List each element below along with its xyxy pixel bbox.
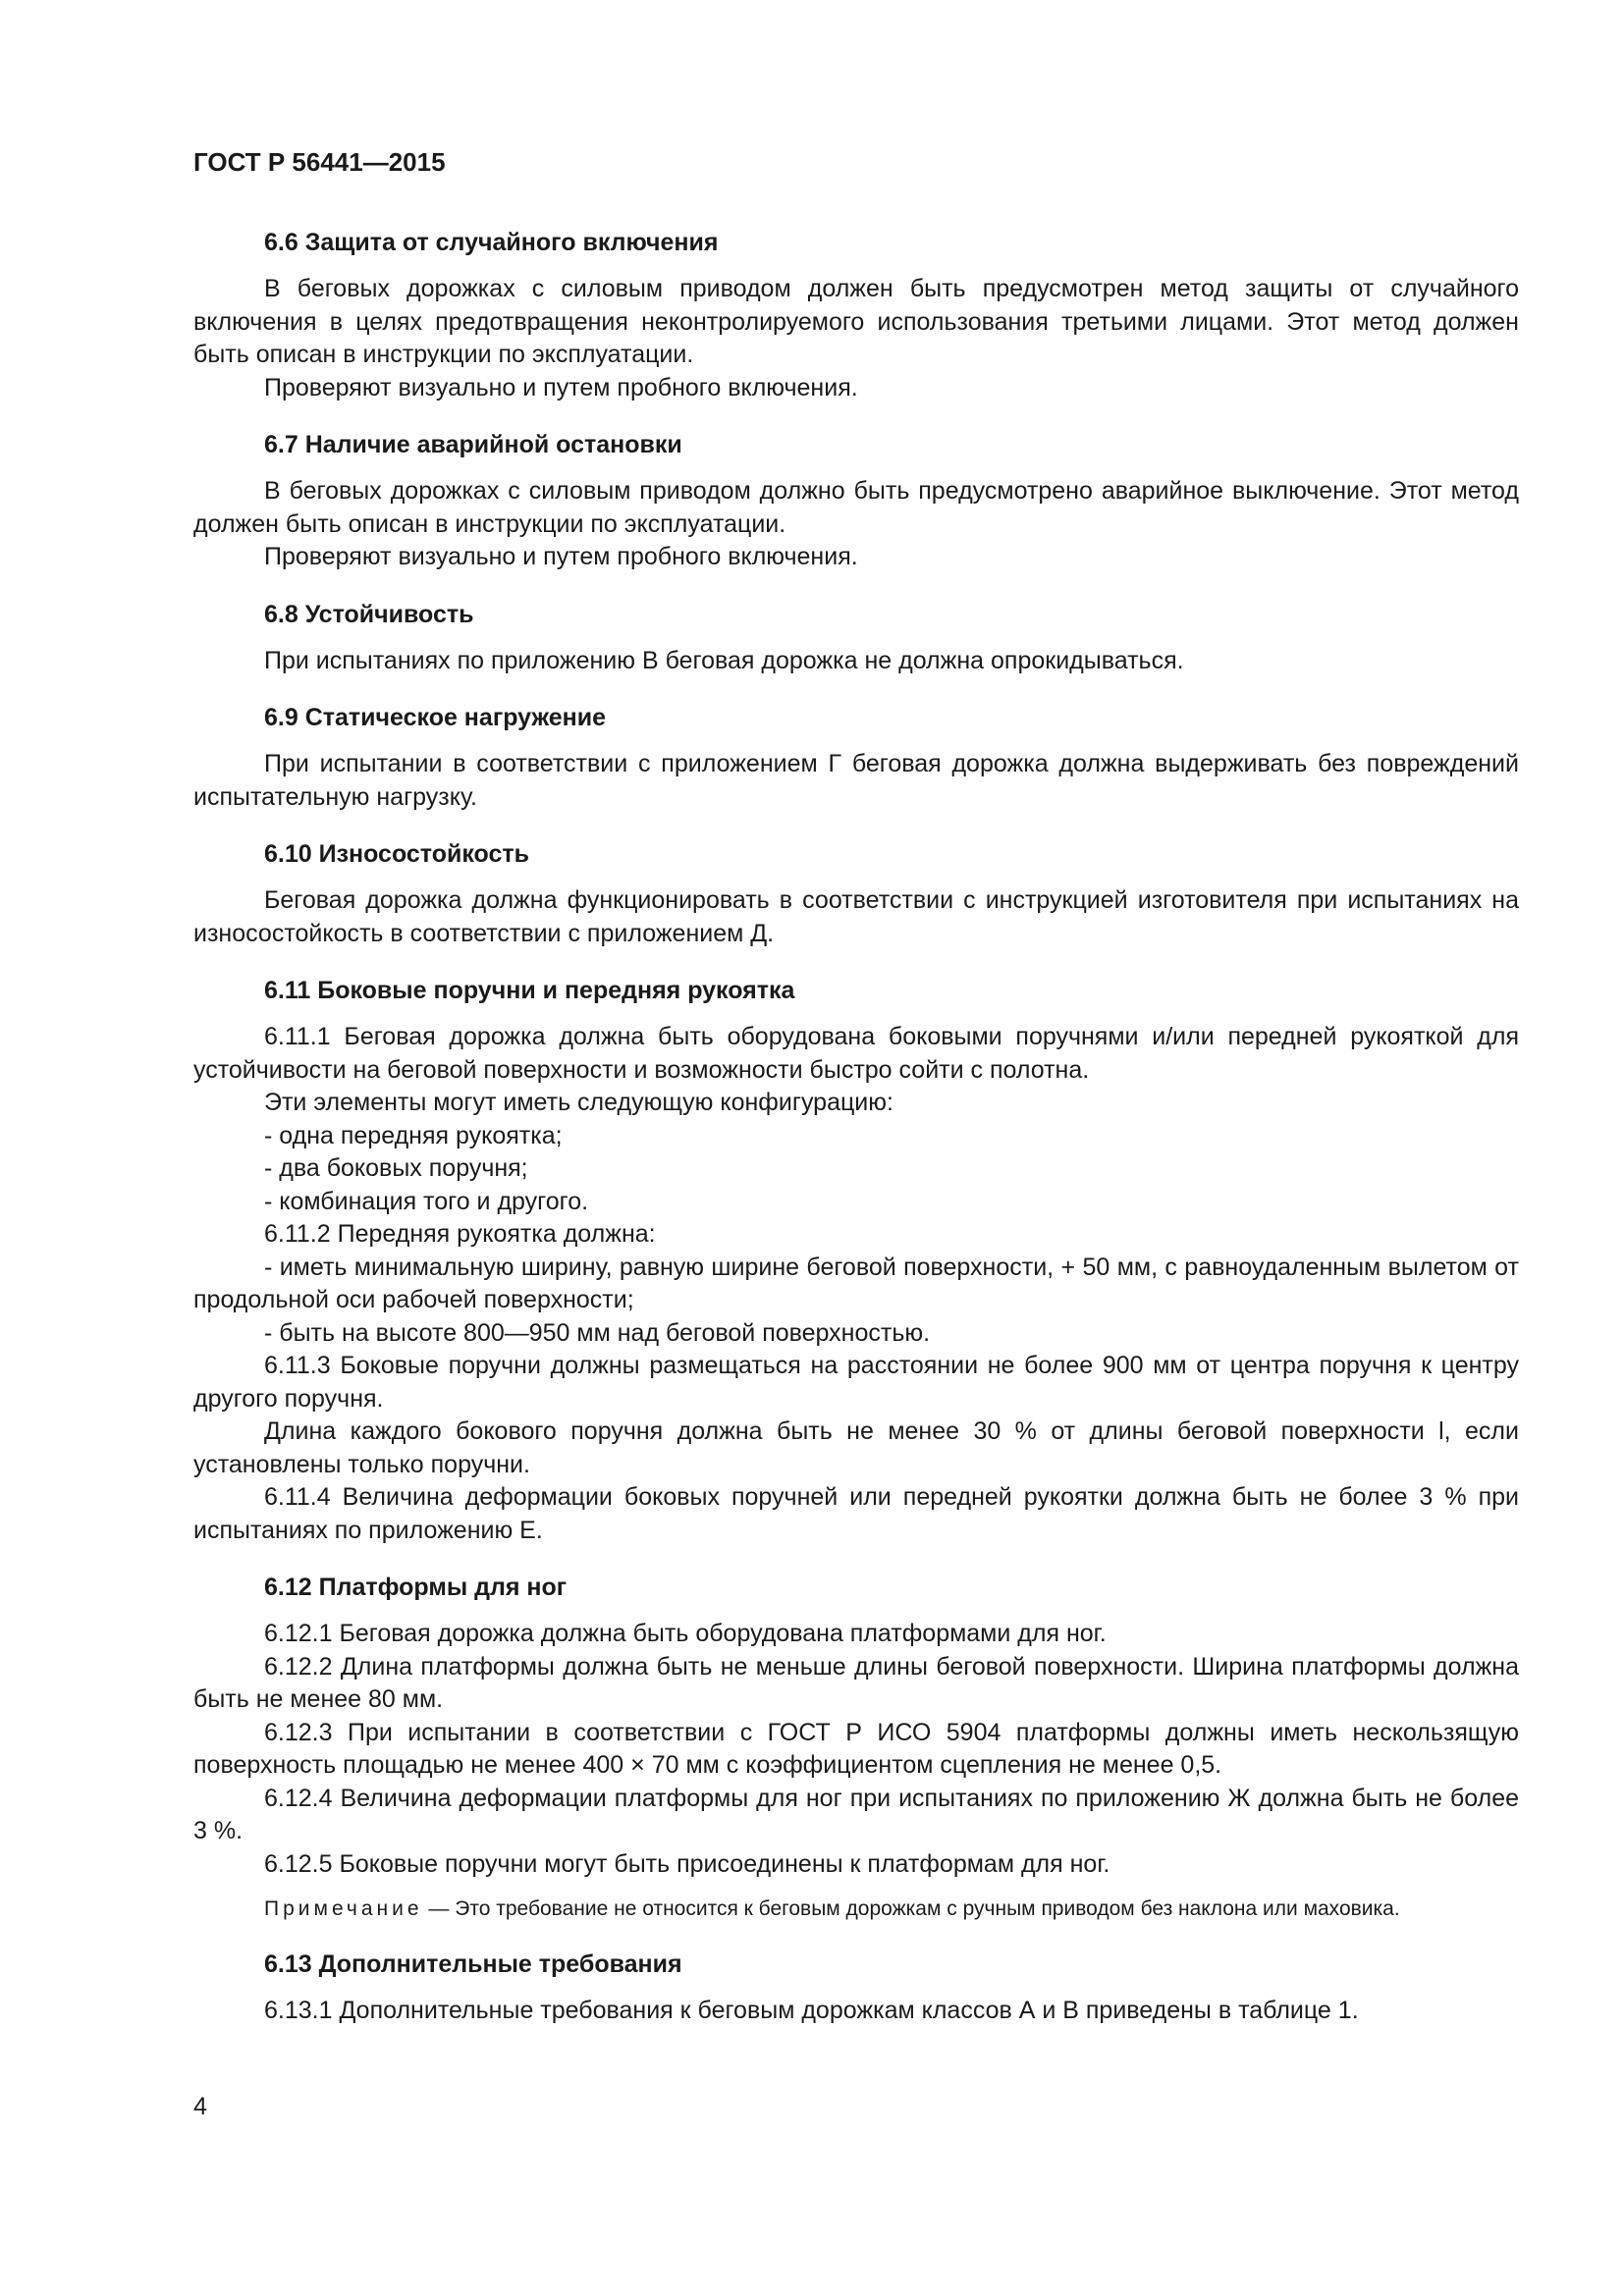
note-label: Примечание [264,1897,423,1920]
section-heading: 6.10 Износостойкость [264,840,529,868]
page-number: 4 [193,2093,207,2120]
paragraph: 6.11.2 Передняя рукоятка должна: [264,1220,656,1248]
note [193,1895,1519,1924]
list-item: - комбинация того и другого. [264,1187,589,1215]
section-6-11 [193,974,1519,1547]
paragraph: 6.12.2 Длина платформы должна быть не меньше длины беговой поверхности. Ширина платформы должна быть не менее 80 мм. [193,1652,1519,1713]
section-6-7 [193,428,1519,574]
paragraph: Длина каждого бокового поручня должна быть не менее 30 % от длины беговой поверхности l, если установлены только поручни. [193,1417,1519,1478]
section-heading: 6.11 Боковые поручни и передняя рукоятка [264,977,795,1004]
paragraph: 6.11.1 Беговая дорожка должна быть оборудована боковыми поручнями и/или передней рукояткой для устойчивости на беговой поверхности и возможности быстро сойти с полотна. [193,1023,1519,1084]
list-item: - одна передняя рукоятка; [264,1121,563,1149]
list-item: - два боковых поручня; [264,1154,528,1182]
paragraph: 6.11.3 Боковые поручни должны размещаться на расстоянии не более 900 мм от центра поручня к центру другого поручня. [193,1352,1519,1413]
paragraph: Проверяют визуально и путем пробного включения. [264,373,858,401]
paragraph: При испытании в соответствии с приложением Г беговая дорожка должна выдерживать без повреждений испытательную нагрузку. [193,750,1519,811]
list-item: - быть на высоте 800—950 мм над беговой поверхностью. [264,1318,931,1347]
section-heading: 6.9 Статическое нагружение [264,704,607,731]
paragraph: Эти элементы могут иметь следующую конфигурацию: [264,1089,893,1116]
paragraph: Беговая дорожка должна функционировать в соответствии с инструкцией изготовителя при испытаниях на износостойкость в соответствии с приложением Д. [193,886,1519,947]
section-heading: 6.13 Дополнительные требования [264,1950,682,1978]
section-6-12 [193,1571,1519,1924]
document-code: ГОСТ Р 56441—2015 [193,147,446,177]
list-item: - иметь минимальную ширину, равную ширине беговой поверхности, + 50 мм, с равноудаленным вылетом от продольной оси рабочей поверхности; [193,1253,1519,1313]
section-6-6 [193,226,1519,404]
section-6-10 [193,837,1519,950]
paragraph: Проверяют визуально и путем пробного включения. [264,543,858,570]
section-heading: 6.12 Платформы для ног [264,1574,568,1601]
paragraph: В беговых дорожках с силовым приводом должен быть предусмотрен метод защиты от случайного включения в целях предотвращения неконтролируемого использования третьими лицами. Этот метод должен быть описан в инструкции по эксплуатации. [193,275,1519,368]
document-page [193,145,1519,2052]
section-6-9 [193,701,1519,814]
note-text: — Это требование не относится к беговым дорожкам с ручным приводом без наклона или маховика. [428,1897,1400,1920]
paragraph: 6.12.3 При испытании в соответствии с ГОСТ Р ИСО 5904 платформы должны иметь нескользящую поверхность площадью не менее 400 × 70 мм с коэффициентом сцепления не менее 0,5. [193,1718,1519,1779]
paragraph: 6.12.1 Беговая дорожка должна быть оборудована платформами для ног. [264,1620,1107,1647]
section-6-13 [193,1948,1519,2028]
section-heading: 6.7 Наличие аварийной остановки [264,431,682,458]
section-6-8 [193,598,1519,678]
paragraph: 6.11.4 Величина деформации боковых поручней или передней рукоятки должна быть не более 3 % при испытаниях по приложению Е. [193,1483,1519,1544]
paragraph: 6.12.5 Боковые поручни могут быть присоединены к платформам для ног. [264,1849,1110,1878]
paragraph: 6.13.1 Дополнительные требования к беговым дорожкам классов А и В приведены в таблице 1. [264,1997,1359,2024]
paragraph: В беговых дорожках с силовым приводом должно быть предусмотрено аварийное выключение. Этот метод должен быть описан в инструкции по эксплуатации. [193,477,1519,538]
paragraph: 6.12.4 Величина деформации платформы для ног при испытаниях по приложению Ж должна быть не более 3 %. [193,1784,1519,1844]
section-heading: 6.6 Защита от случайного включения [264,229,719,256]
paragraph: При испытаниях по приложению В беговая дорожка не должна опрокидываться. [264,646,1184,674]
section-heading: 6.8 Устойчивость [264,600,474,628]
